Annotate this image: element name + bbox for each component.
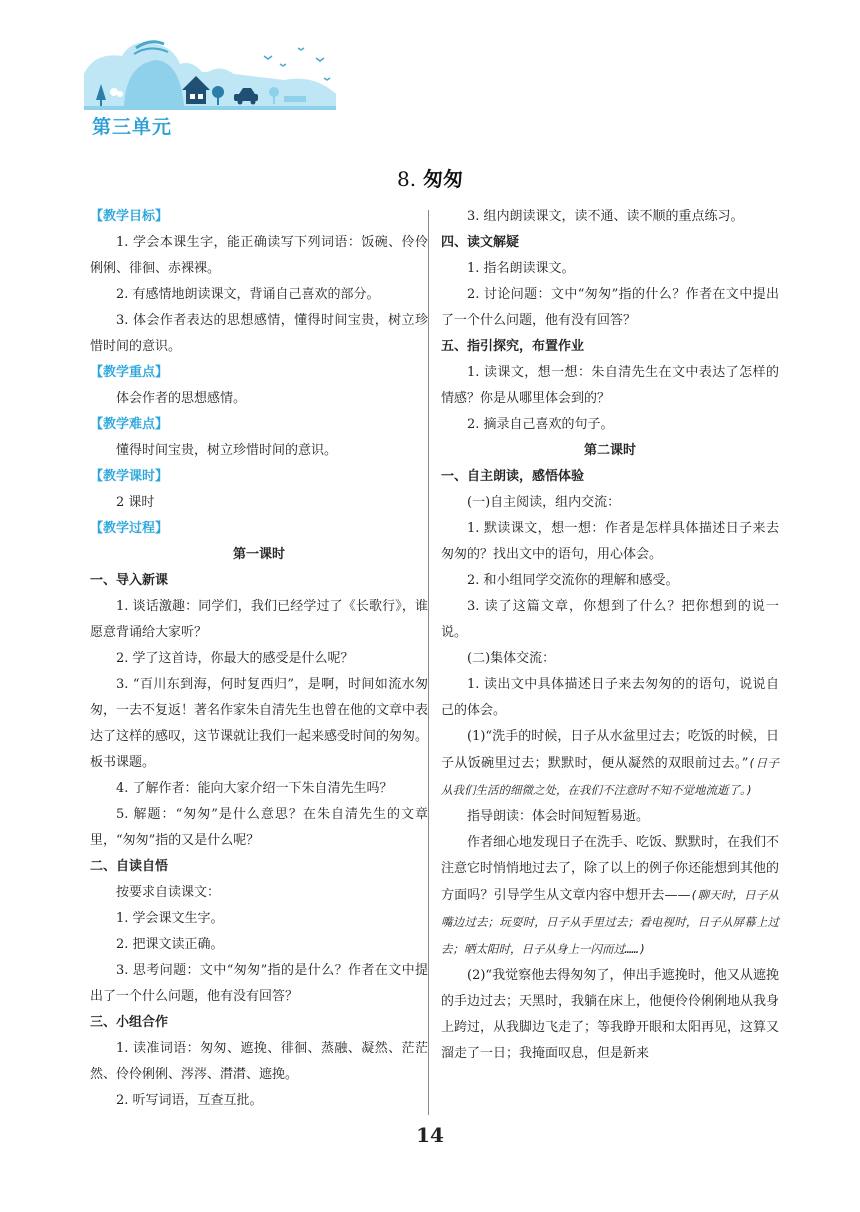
body-paragraph: 1. 学会本课生字，能正确读写下列词语：饭碗、伶伶俐俐、徘徊、赤裸裸。 <box>90 235 428 276</box>
right-column <box>441 204 779 1067</box>
body-paragraph: 按要求自读课文： <box>116 885 221 900</box>
paragraph-note: (日子从我们生活的细微之处，在我们不注意时不知不觉地流逝了。) <box>441 756 779 797</box>
section-tag: 【教学重点】 <box>90 365 169 380</box>
body-paragraph: 2. 学了这首诗，你最大的感受是什么呢？ <box>116 651 354 666</box>
body-paragraph: 2. 听写词语，互查互批。 <box>116 1093 263 1108</box>
body-paragraph: 2. 把课文读正确。 <box>116 937 224 952</box>
body-paragraph: 2. 讨论问题：文中“匆匆”指的什么？作者在文中提出了一个什么问题，他有没有回答？ <box>441 287 779 328</box>
section-heading: 三、小组合作 <box>90 1015 169 1030</box>
body-paragraph: 1. 读出文中具体描述日子来去匆匆的的语句，说说自己的体会。 <box>441 677 779 718</box>
body-paragraph: 1. 读课文，想一想：朱自清先生在文中表达了怎样的情感？你是从哪里体会到的？ <box>441 365 779 406</box>
body-paragraph: 5. 解题：“匆匆”是什么意思？在朱自清先生的文章里，“匆匆”指的又是什么呢？ <box>90 807 428 848</box>
body-paragraph: 懂得时间宝贵，树立珍惜时间的意识。 <box>116 443 338 458</box>
body-paragraph: 指导朗读：体会时间短暂易逝。 <box>467 809 650 824</box>
section-tag: 【教学难点】 <box>90 417 169 432</box>
lesson-title <box>0 163 860 192</box>
lesson-number: 8. <box>396 167 417 191</box>
body-paragraph: 2. 有感情地朗读课文，背诵自己喜欢的部分。 <box>116 287 380 302</box>
page-number: 14 <box>416 1123 444 1147</box>
section-tag: 【教学课时】 <box>90 469 169 484</box>
bird-icon <box>264 48 330 80</box>
left-column <box>90 204 428 1114</box>
body-paragraph: 4. 了解作者：能向大家介绍一下朱自清先生吗？ <box>116 781 393 796</box>
section-tag: 【教学过程】 <box>90 521 169 536</box>
body-paragraph: (2)“我觉察他去得匆匆了，伸出手遮挽时，他又从遮挽的手边过去；天黑时，我躺在床上，他便伶伶俐俐地从我身上跨过，从我脚边飞走了；等我睁开眼和太阳再见，这算又溜走了一日；我掩面叹息，但是新来 <box>441 968 780 1061</box>
header-banner-illustration <box>84 34 336 110</box>
section-heading: 四、读文解疑 <box>441 235 520 250</box>
body-paragraph: 3. 思考问题：文中“匆匆”指的是什么？作者在文中提出了一个什么问题，他有没有回答？ <box>90 963 428 1004</box>
body-paragraph: 1. 读准词语：匆匆、遮挽、徘徊、蒸融、凝然、茫茫然、伶伶俐俐、涔涔、潸潸、遮挽。 <box>90 1041 428 1082</box>
body-paragraph: 1. 谈话激趣：同学们，我们已经学过了《长歌行》，谁愿意背诵给大家听？ <box>90 599 428 640</box>
section-tag: 【教学目标】 <box>90 209 169 224</box>
body-paragraph: 2 课时 <box>116 495 155 510</box>
body-paragraph: 体会作者的思想感情。 <box>116 391 247 406</box>
paragraph-text: 作者细心地发现日子在洗手、吃饭、默默时，在我们不注意它时悄悄地过去了，除了以上的例子你还能想到其他的方面吗？引导学生从文章内容中想开去—— <box>441 835 780 903</box>
body-paragraph: (一)自主阅读，组内交流： <box>467 495 621 510</box>
unit-title: 第三单元 <box>92 116 173 138</box>
body-paragraph: 1. 指名朗读课文。 <box>467 261 575 276</box>
body-paragraph: 1. 默读课文，想一想：作者是怎样具体描述日子来去匆匆的？找出文中的语句，用心体会。 <box>441 521 779 562</box>
body-paragraph: 2. 摘录自己喜欢的句子。 <box>467 417 614 432</box>
section-heading: 一、导入新课 <box>90 573 169 588</box>
body-paragraph: 3. 读了这篇文章，你想到了什么？把你想到的说一说。 <box>441 599 779 640</box>
section-heading: 五、指引探究，布置作业 <box>441 339 585 354</box>
body-paragraph: 2. 和小组同学交流你的理解和感受。 <box>467 573 679 588</box>
body-paragraph: (二)集体交流： <box>467 651 556 666</box>
body-paragraph <box>441 830 779 963</box>
body-paragraph: 3. 体会作者表达的思想感情，懂得时间宝贵，树立珍惜时间的意识。 <box>90 313 428 354</box>
lesson-name: 匆匆 <box>423 167 464 191</box>
column-divider <box>428 210 429 1115</box>
section-heading: 一、自主朗读，感悟体验 <box>441 469 585 484</box>
paragraph-note: (聊天时，日子从嘴边过去；玩耍时，日子从手里过去；看电视时，日子从屏幕上过去；晒太阳时，日子从身上一闪而过……) <box>441 888 779 956</box>
body-paragraph: 1. 学会课文生字。 <box>116 911 224 926</box>
period-heading: 第二课时 <box>583 443 636 458</box>
section-heading: 二、自读自悟 <box>90 859 169 874</box>
body-paragraph <box>441 724 779 804</box>
period-heading: 第一课时 <box>232 547 285 562</box>
body-paragraph: 3. “百川东到海，何时复西归”，是啊，时间如流水匆匆，一去不复返！著名作家朱自清先生也曾在他的文章中表达了这样的感叹，这节课就让我们一起来感受时间的匆匆。板书课题。 <box>90 677 429 770</box>
paragraph-text: (1)“洗手的时候，日子从水盆里过去；吃饭的时候，日子从饭碗里过去；默默时，便从凝然的双眼前过去。” <box>441 729 779 771</box>
body-paragraph: 3. 组内朗读课文，读不通、读不顺的重点练习。 <box>467 209 744 224</box>
